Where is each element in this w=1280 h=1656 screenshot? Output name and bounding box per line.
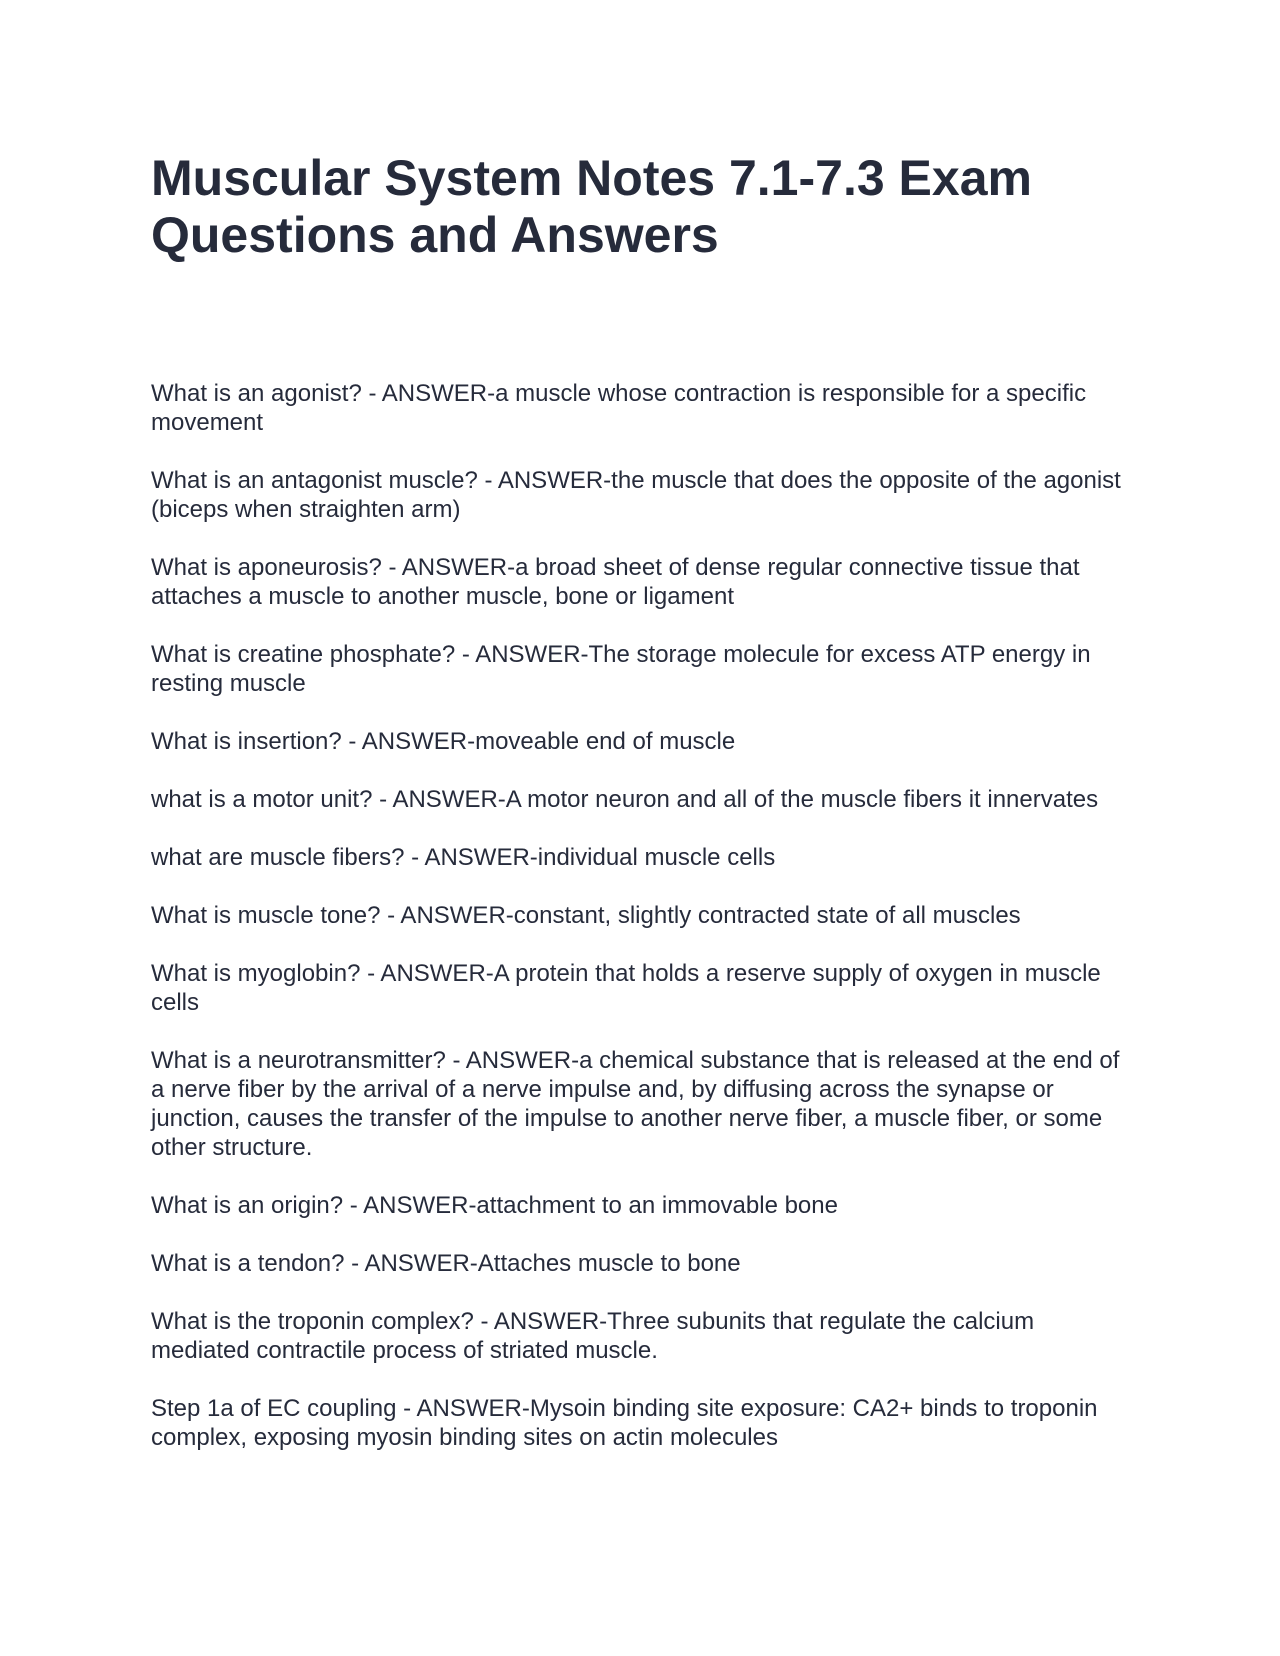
qa-item-neurotransmitter	[151, 1046, 1131, 1162]
qa-text: What is myoglobin? - ANSWER-A protein that holds a reserve supply of oxygen in muscle cells	[151, 960, 1101, 1016]
qa-item-motor-unit	[151, 785, 1131, 814]
qa-text: Step 1a of EC coupling - ANSWER-Mysoin binding site exposure: CA2+ binds to troponin complex, exposing myosin binding sites on actin molecules	[151, 1395, 1098, 1451]
qa-item-tendon	[151, 1249, 1131, 1278]
qa-item-troponin-complex	[151, 1307, 1131, 1365]
qa-item-agonist	[151, 379, 1131, 437]
qa-text: What is an agonist? - ANSWER-a muscle whose contraction is responsible for a specific movement	[151, 380, 1087, 436]
qa-list	[151, 379, 1131, 1481]
qa-text: What is creatine phosphate? - ANSWER-The storage molecule for excess ATP energy in resting muscle	[151, 641, 1091, 697]
qa-text: What is an origin? - ANSWER-attachment to an immovable bone	[151, 1192, 838, 1219]
qa-item-origin	[151, 1191, 1131, 1220]
qa-item-muscle-fibers	[151, 843, 1131, 872]
title-line-2: Questions and Answers	[151, 207, 719, 263]
qa-text: what is a motor unit? - ANSWER-A motor neuron and all of the muscle fibers it innervates	[151, 786, 1099, 813]
qa-item-creatine-phosphate	[151, 640, 1131, 698]
document-title	[151, 150, 1151, 264]
qa-text: What is insertion? - ANSWER-moveable end of muscle	[151, 728, 736, 755]
qa-text: What is a tendon? - ANSWER-Attaches muscle to bone	[151, 1250, 741, 1277]
qa-item-insertion	[151, 727, 1131, 756]
qa-text: What is a neurotransmitter? - ANSWER-a chemical substance that is released at the end of a nerve fiber by the arrival of a nerve impulse and, by diffusing across the synapse or junction, causes the transfer of the impulse to another nerve fiber, a muscle fiber, or some other structure.	[151, 1047, 1120, 1161]
qa-item-ec-coupling-step-1a	[151, 1394, 1131, 1452]
title-line-1: Muscular System Notes 7.1-7.3 Exam	[151, 150, 1032, 206]
qa-item-myoglobin	[151, 959, 1131, 1017]
qa-item-antagonist	[151, 466, 1131, 524]
qa-text: What is the troponin complex? - ANSWER-Three subunits that regulate the calcium mediated contractile process of striated muscle.	[151, 1308, 1035, 1364]
qa-text: what are muscle fibers? - ANSWER-individual muscle cells	[151, 844, 776, 871]
qa-text: What is aponeurosis? - ANSWER-a broad sheet of dense regular connective tissue that attaches a muscle to another muscle, bone or ligament	[151, 554, 1080, 610]
qa-text: What is an antagonist muscle? - ANSWER-the muscle that does the opposite of the agonist (biceps when straighten arm)	[151, 467, 1121, 523]
qa-item-aponeurosis	[151, 553, 1131, 611]
qa-text: What is muscle tone? - ANSWER-constant, slightly contracted state of all muscles	[151, 902, 1021, 929]
qa-item-muscle-tone	[151, 901, 1131, 930]
